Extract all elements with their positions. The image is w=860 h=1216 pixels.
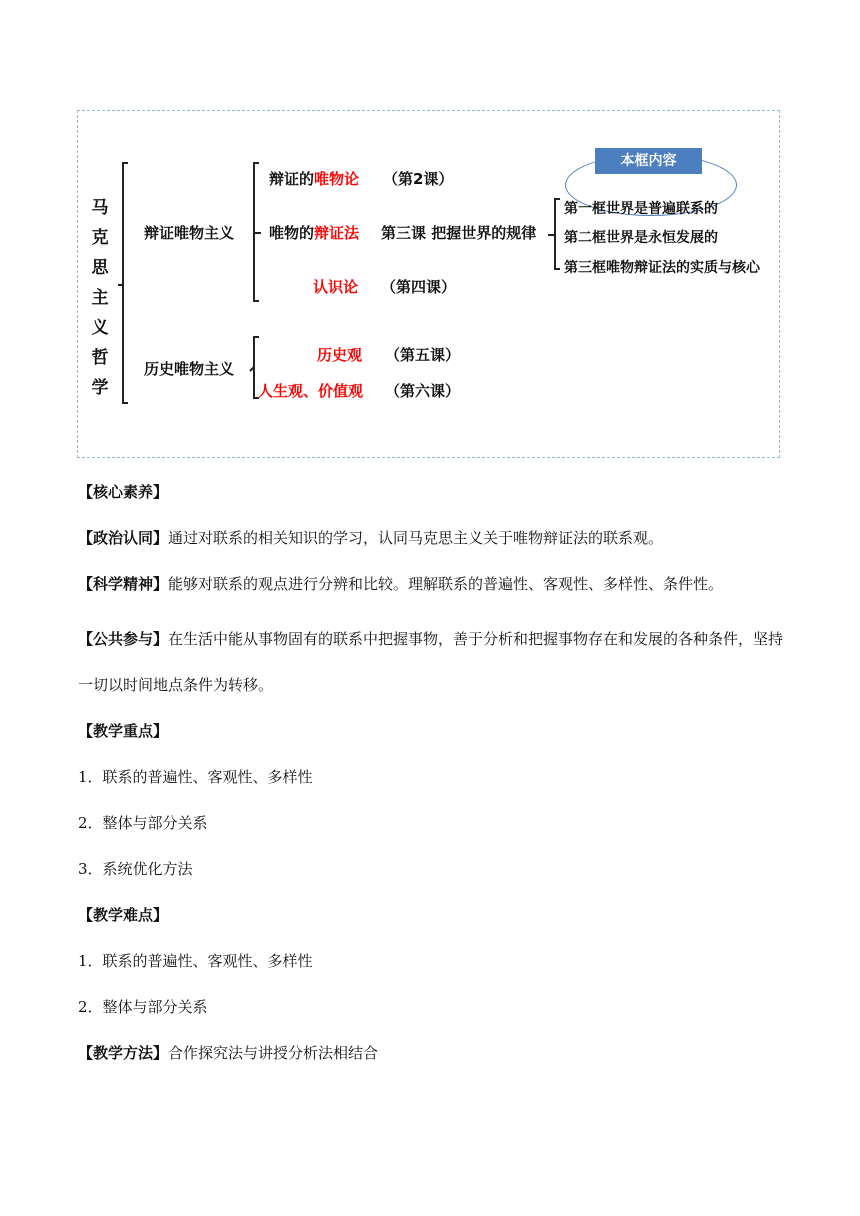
public-participation-paragraph: 【公共参与】在生活中能从事物固有的联系中把握事物，善于分析和把握事物存在和发展的各种条件，坚持一切以时间地点条件为转移。	[78, 630, 784, 694]
row-life-values: 人生观、价值观	[258, 382, 364, 400]
root-label: 马 克 思 主 义 哲 学	[91, 198, 109, 398]
key-point-2: 2．整体与部分关系	[78, 814, 208, 832]
branch-dialectical-materialism: 辩证唯物主义	[144, 224, 235, 242]
difficult-points-heading: 【教学难点】	[78, 906, 169, 924]
lesson-3: 第三课 把握世界的规律	[381, 224, 537, 242]
row-history-view: 历史观	[317, 346, 363, 364]
lesson-4: （第四课）	[381, 278, 457, 296]
frame-1: 第一框世界是普遍联系的	[564, 201, 718, 217]
core-literacy-heading: 【核心素养】	[78, 483, 169, 501]
lesson-5: （第五课）	[385, 346, 461, 364]
key-points-heading: 【教学重点】	[78, 722, 169, 740]
row-dialectics: 唯物的辩证法	[269, 224, 360, 242]
knowledge-diagram	[77, 110, 780, 458]
frame-3: 第三框唯物辩证法的实质与核心	[564, 260, 760, 276]
scientific-spirit-paragraph: 【科学精神】能够对联系的观点进行分辨和比较。理解联系的普遍性、客观性、多样性、条件性。	[78, 575, 724, 593]
lesson-2: （第2课）	[383, 170, 454, 188]
lesson-6: （第六课）	[385, 382, 461, 400]
teaching-method-paragraph: 【教学方法】合作探究法与讲授分析法相结合	[78, 1044, 379, 1062]
branch-historical-materialism: 历史唯物主义	[144, 360, 235, 378]
key-point-1: 1．联系的普遍性、客观性、多样性	[78, 768, 313, 786]
frame-2: 第二框世界是永恒发展的	[564, 230, 718, 246]
key-point-3: 3．系统优化方法	[78, 860, 193, 878]
row-epistemology: 认识论	[313, 278, 359, 296]
row-materialism: 辩证的唯物论	[269, 170, 360, 188]
difficult-point-1: 1．联系的普遍性、客观性、多样性	[78, 952, 313, 970]
frame-content-tag: 本框内容	[595, 148, 702, 174]
political-identity-paragraph: 【政治认同】通过对联系的相关知识的学习，认同马克思主义关于唯物辩证法的联系观。	[78, 529, 664, 547]
lesson-plan-text	[78, 478, 784, 1076]
difficult-point-2: 2．整体与部分关系	[78, 998, 208, 1016]
